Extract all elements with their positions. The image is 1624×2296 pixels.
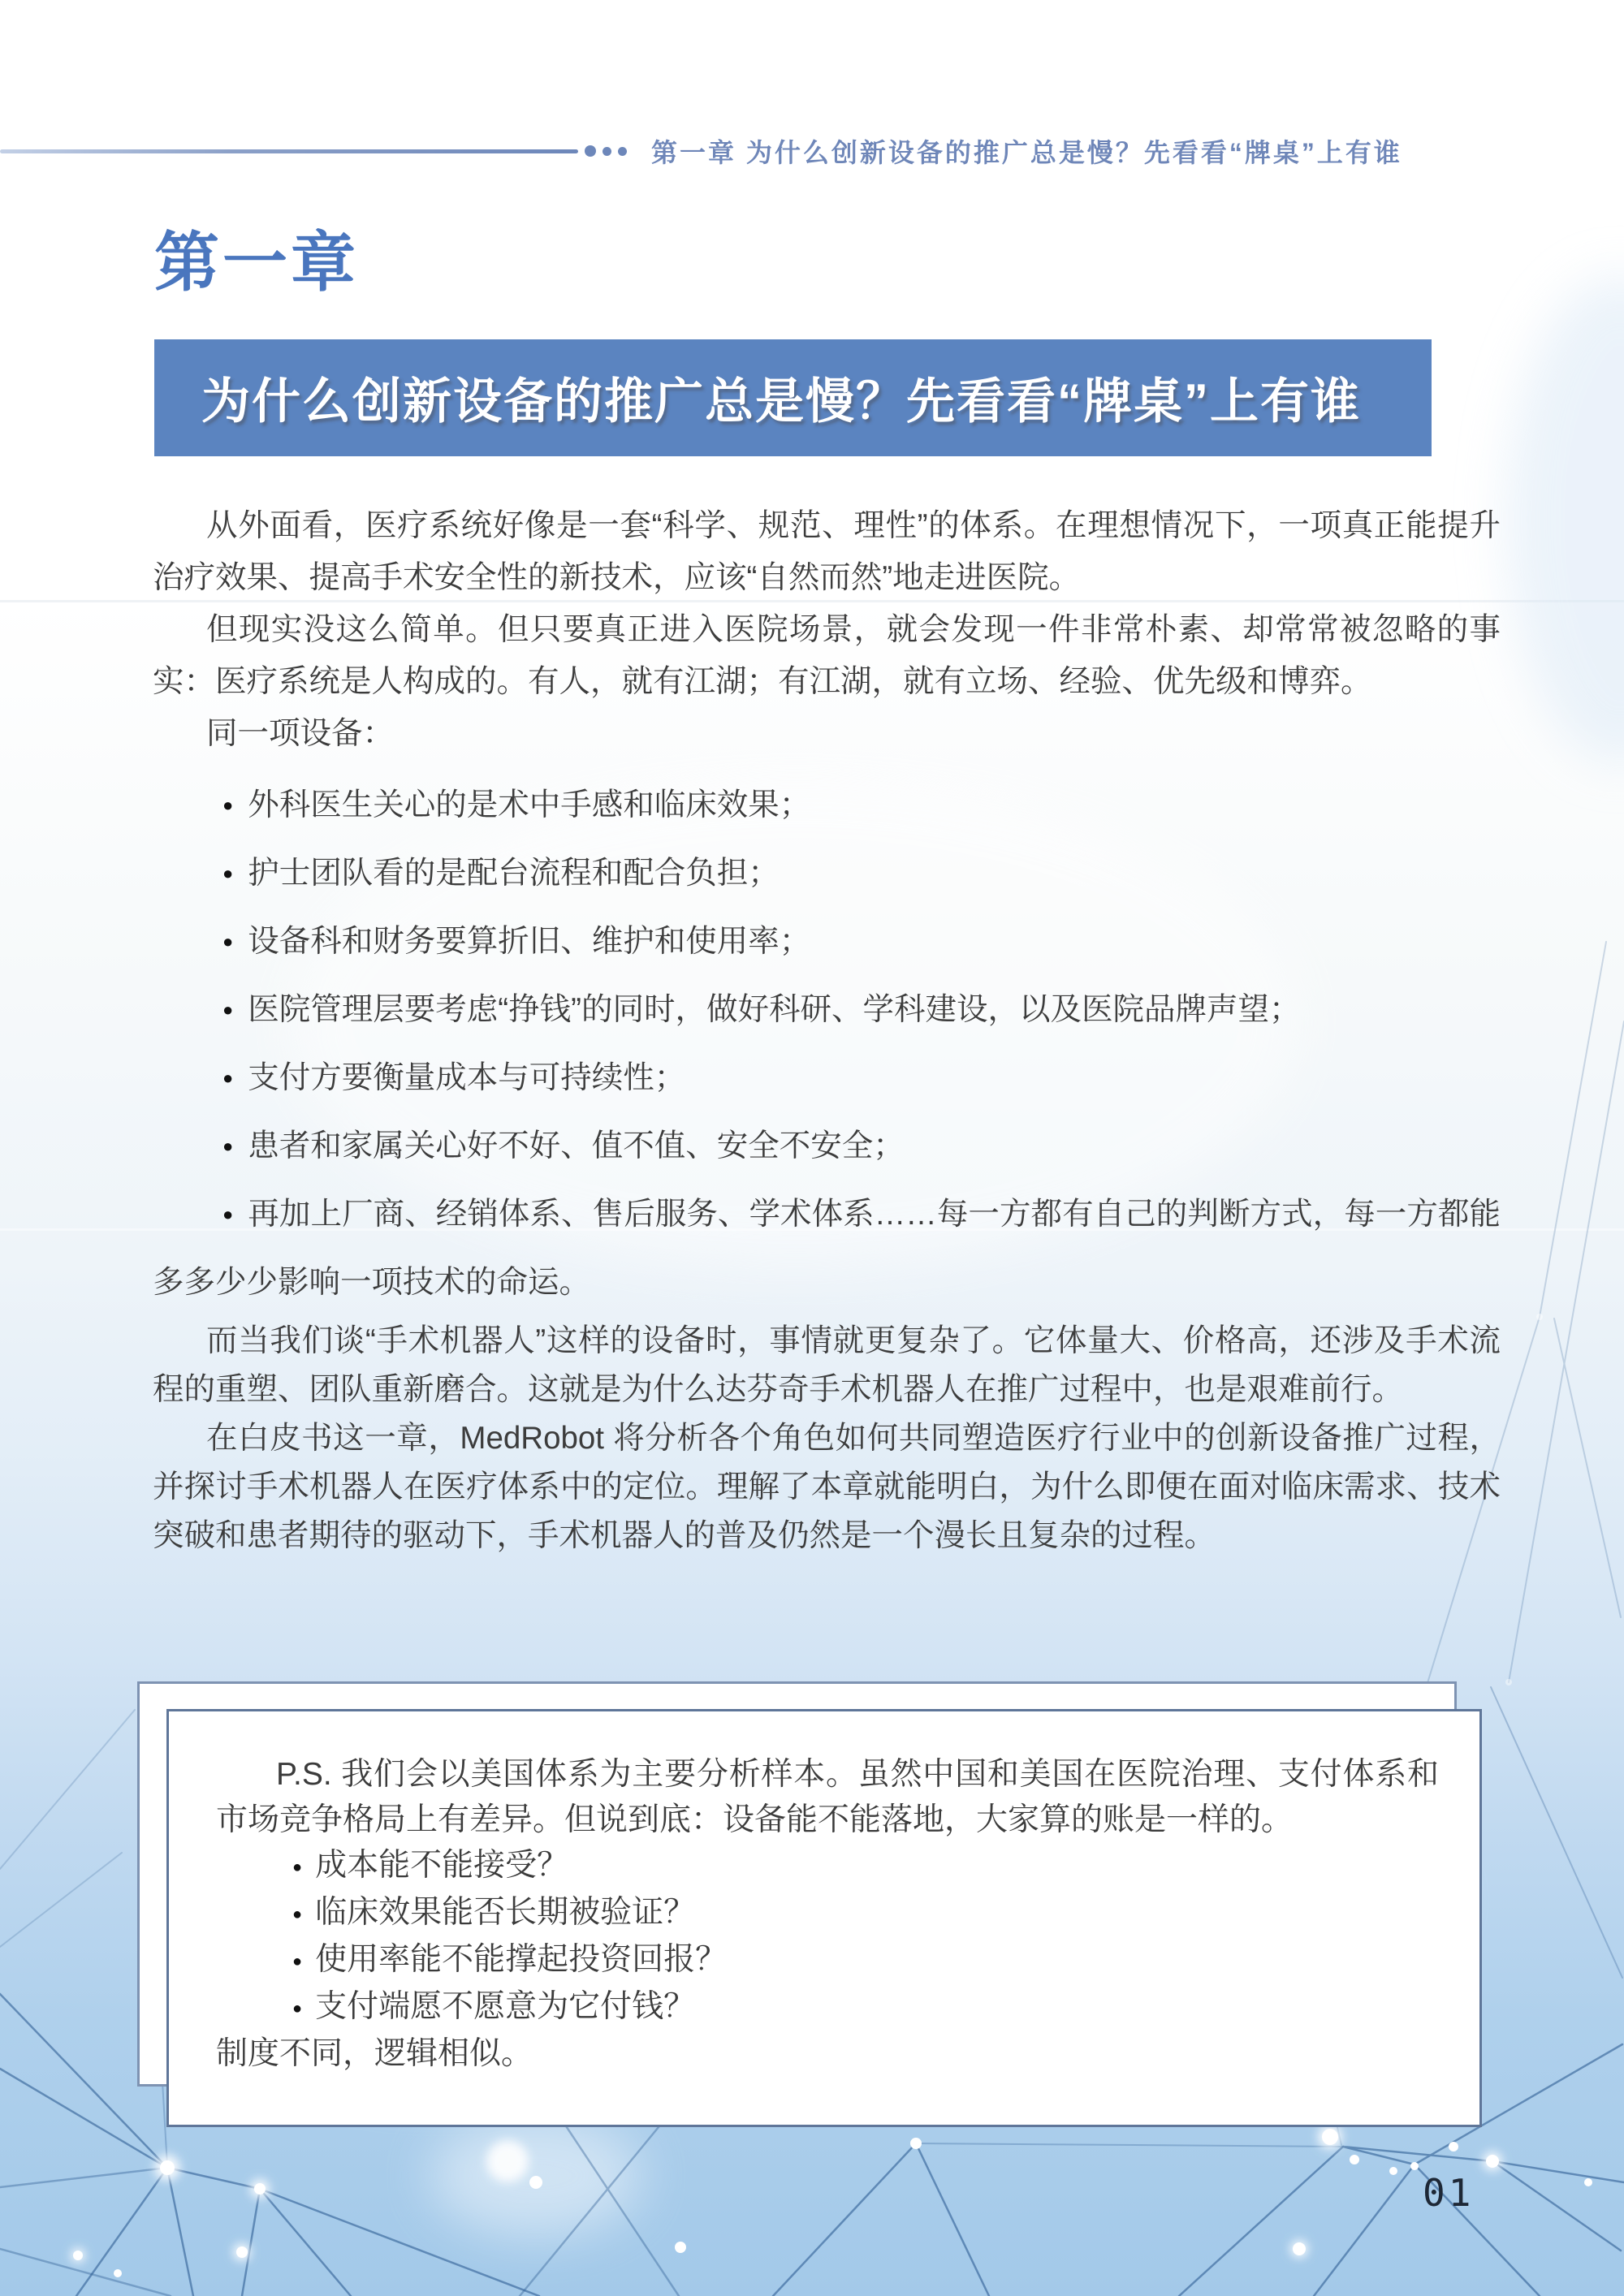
page-number: 01 xyxy=(1423,2171,1475,2215)
list-item xyxy=(153,771,1501,839)
ps-list-item xyxy=(216,1937,1439,1984)
list-item-text: 医院管理层要考虑“挣钱”的同时，做好科研、学科建设，以及医院品牌声望； xyxy=(248,992,1301,1027)
paragraph: 但现实没这么简单。但只要真正进入医院场景，就会发现一件非常朴素、却常常被忽略的事实：医疗系统是人构成的。有人，就有江湖；有江湖，就有立场、经验、优先级和博弈。 xyxy=(153,612,1501,699)
list-item-text: 患者和家属关心好不好、值不值、安全不安全； xyxy=(248,1129,905,1163)
stakeholder-bullet-list xyxy=(153,771,1501,1317)
ps-tail: 制度不同，逻辑相似。 xyxy=(216,2036,533,2071)
running-head-rule xyxy=(0,149,578,153)
list-item-text: 支付方要衡量成本与可持续性； xyxy=(248,1060,686,1095)
bullet-icon: ● xyxy=(222,1136,234,1156)
bullet-icon: ● xyxy=(222,931,234,952)
list-item xyxy=(153,839,1501,908)
running-head-title: 第一章 为什么创新设备的推广总是慢？先看看“牌桌”上有谁 xyxy=(651,138,1402,167)
ps-list-item xyxy=(216,1843,1439,1890)
paragraph: 从外面看，医疗系统好像是一套“科学、规范、理性”的体系。在理想情况下，一项真正能提升治疗效果、提高手术安全性的新技术，应该“自然而然”地走进医院。 xyxy=(153,508,1501,595)
ps-list-item-text: 支付端愿不愿意为它付钱？ xyxy=(315,1989,696,2024)
chapter-title: 为什么创新设备的推广总是慢？先看看“牌桌”上有谁 xyxy=(201,374,1361,429)
chapter-label: 第一章 xyxy=(154,227,359,299)
header-dots-icon xyxy=(583,145,627,157)
bullet-icon: ● xyxy=(292,2000,303,2018)
bullet-icon: ● xyxy=(222,999,234,1020)
list-item xyxy=(153,1180,1501,1317)
bullet-icon: ● xyxy=(292,1953,303,1970)
ps-list-item-text: 使用率能不能撑起投资回报？ xyxy=(315,1942,728,1977)
list-item-text: 护士团队看的是配台流程和配合负担； xyxy=(248,856,780,891)
body-text-column xyxy=(153,500,1501,1560)
list-item-text: 外科医生关心的是术中手感和临床效果； xyxy=(248,788,811,822)
list-item xyxy=(153,908,1501,976)
chapter-title-banner xyxy=(154,339,1432,456)
bullet-icon: ● xyxy=(222,1068,234,1088)
running-head xyxy=(0,135,1624,167)
paragraph: 而当我们谈“手术机器人”这样的设备时，事情就更复杂了。它体量大、价格高，还涉及手术流程的重塑、团队重新磨合。这就是为什么达芬奇手术机器人在推广过程中，也是艰难前行。 xyxy=(153,1323,1501,1407)
bullet-icon: ● xyxy=(292,1858,303,1876)
ps-list-item xyxy=(216,1984,1439,2031)
list-item xyxy=(153,1044,1501,1112)
ps-list-item-text: 临床效果能否长期被验证？ xyxy=(315,1895,696,1930)
ps-list-item-text: 成本能不能接受？ xyxy=(315,1848,569,1883)
ps-list-item xyxy=(216,1890,1439,1937)
list-item-text: 设备科和财务要算折旧、维护和使用率； xyxy=(248,924,811,959)
bullet-icon: ● xyxy=(222,863,234,883)
paragraph: 在白皮书这一章，MedRobot 将分析各个角色如何共同塑造医疗行业中的创新设备推广过程，并探讨手术机器人在医疗体系中的定位。理解了本章就能明白，为什么即便在面对临床需求、技术突破和患者期待的驱动下，手术机器人的普及仍然是一个漫长且复杂的过程。 xyxy=(153,1421,1501,1553)
list-item-text: 再加上厂商、经销体系、售后服务、学术体系……每一方都有自己的判断方式，每一方都能多多少少影响一项技术的命运。 xyxy=(153,1197,1501,1300)
ps-intro: P.S. 我们会以美国体系为主要分析样本。虽然中国和美国在医院治理、支付体系和市场竞争格局上有差异。但说到底：设备能不能落地，大家算的账是一样的。 xyxy=(216,1757,1439,1837)
list-item xyxy=(153,976,1501,1044)
list-item xyxy=(153,1112,1501,1180)
bullet-icon: ● xyxy=(222,795,234,815)
ps-box xyxy=(166,1709,1482,2127)
bullet-icon: ● xyxy=(222,1204,234,1224)
list-intro: 同一项设备： xyxy=(206,716,395,751)
bullet-icon: ● xyxy=(292,1905,303,1923)
